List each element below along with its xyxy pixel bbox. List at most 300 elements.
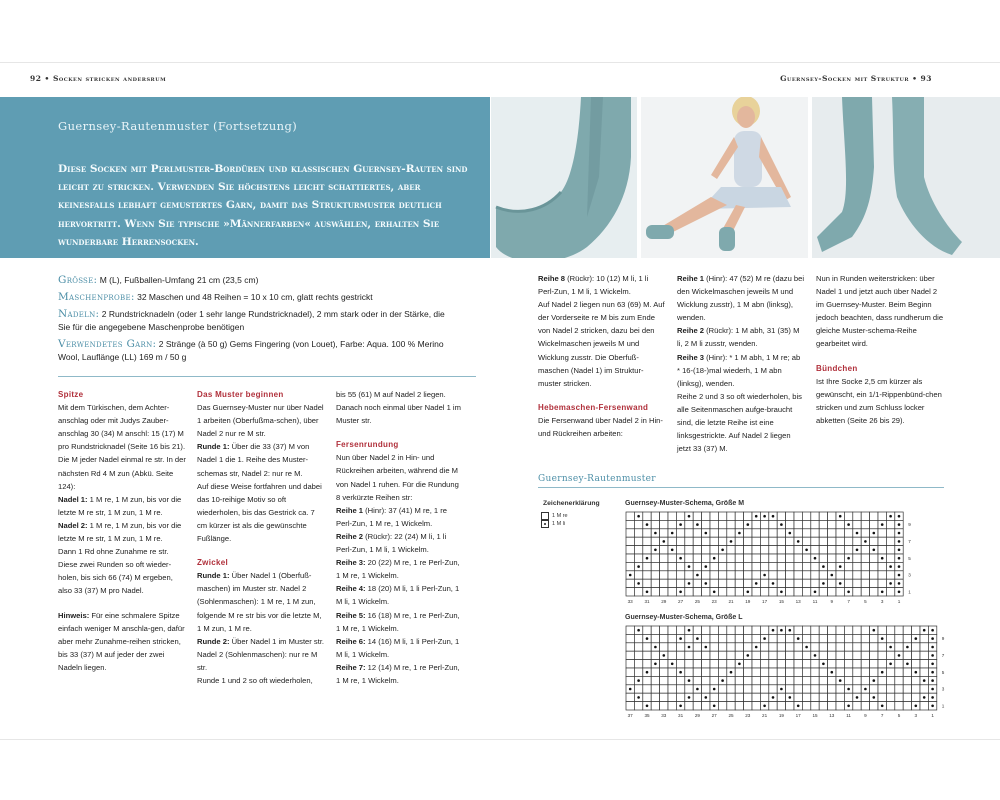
chart-cell <box>676 529 684 537</box>
chart-cell <box>878 643 886 651</box>
chart-cell <box>702 634 710 642</box>
chart-cell <box>626 588 634 596</box>
chart-cell <box>853 512 861 520</box>
chart-purl-dot <box>772 696 775 699</box>
chart-cell <box>651 668 659 676</box>
chart-cell <box>718 588 726 596</box>
chart-cell <box>660 676 668 684</box>
chart-cell <box>886 668 894 676</box>
chart-purl-dot <box>755 515 758 518</box>
chart-cell <box>777 571 785 579</box>
chart-cell <box>828 537 836 545</box>
chart-purl-dot <box>881 523 884 526</box>
chart-cell <box>819 634 827 642</box>
legend <box>541 512 568 528</box>
chart-cell <box>811 512 819 520</box>
chart-cell <box>786 702 794 710</box>
chart-column-label: 23 <box>745 713 751 718</box>
chart-cell <box>811 685 819 693</box>
chart-column-label: 13 <box>829 713 835 718</box>
chart-purl-dot <box>705 696 708 699</box>
chart-purl-dot <box>780 523 783 526</box>
chart-column-label: 29 <box>661 599 667 604</box>
chart-cell <box>668 562 676 570</box>
chart-purl-dot <box>873 549 876 552</box>
chart-cell <box>794 651 802 659</box>
chart-cell <box>844 571 852 579</box>
chart-cell <box>735 537 743 545</box>
chart-cell <box>819 554 827 562</box>
left-divider <box>58 376 476 377</box>
chart-cell <box>693 668 701 676</box>
chart-purl-dot <box>839 515 842 518</box>
chart-cell <box>651 562 659 570</box>
chart-cell <box>769 685 777 693</box>
chart-cell <box>794 512 802 520</box>
chart-cell <box>878 512 886 520</box>
chart-cell <box>744 685 752 693</box>
chart-cell <box>727 626 735 634</box>
chart-cell <box>735 554 743 562</box>
chart-cell <box>853 651 861 659</box>
chart-section-title: Guernsey-Rautenmuster <box>538 474 656 484</box>
chart-purl-dot <box>898 591 901 594</box>
chart-cell <box>895 626 903 634</box>
chart-column-label: 25 <box>728 713 734 718</box>
chart-cell <box>786 643 794 651</box>
chart-cell <box>769 520 777 528</box>
chart-purl-dot <box>822 565 825 568</box>
chart-purl-dot <box>931 663 934 666</box>
chart-cell <box>735 651 743 659</box>
chart-purl-dot <box>923 696 926 699</box>
chart-cell <box>760 693 768 701</box>
chart-cell <box>819 676 827 684</box>
chart-cell <box>794 668 802 676</box>
chart-cell <box>693 537 701 545</box>
chart-cell <box>886 676 894 684</box>
col6-top-text: Nun in Runden weiterstricken: über Nadel 1 und jetzt auch über Nadel 2 im Guernsey-Muster. Beim Beginn jedoch beachten, dass rundherum die gleiche Muster-schema-Reihe gearbeitet wird. <box>816 274 944 349</box>
chart-cell <box>727 562 735 570</box>
chart-cell <box>886 634 894 642</box>
chart-cell <box>626 546 634 554</box>
chart-cell <box>878 537 886 545</box>
chart-purl-dot <box>831 574 834 577</box>
chart-column-label: 17 <box>795 713 801 718</box>
chart-cell <box>828 693 836 701</box>
chart-purl-dot <box>889 515 892 518</box>
chart-column-label: 11 <box>846 713 851 718</box>
chart-cell <box>718 693 726 701</box>
chart-cell <box>895 676 903 684</box>
chart-cell <box>853 702 861 710</box>
chart-purl-dot <box>696 637 699 640</box>
chart-cell <box>744 571 752 579</box>
chart-cell <box>828 520 836 528</box>
chart-cell <box>752 529 760 537</box>
chart-cell <box>634 668 642 676</box>
chart-cell <box>651 579 659 587</box>
hinweis-text: Für eine schmalere Spitze einfach weniger M anschla-gen, dafür aber mehr Zunahme-reihen stricken, bis 33 (37) M auf jeder der zwei Nadeln liegen. <box>58 610 185 672</box>
chart-cell <box>844 660 852 668</box>
chart-cell <box>668 668 676 676</box>
chart-cell <box>744 643 752 651</box>
chart-cell <box>886 554 894 562</box>
column-fersenwand-rows <box>677 272 805 455</box>
chart-cell <box>836 702 844 710</box>
chart-cell <box>744 512 752 520</box>
chart-cell <box>786 512 794 520</box>
chart-cell <box>752 651 760 659</box>
chart-cell <box>693 702 701 710</box>
chart-cell <box>870 571 878 579</box>
chart-cell <box>718 537 726 545</box>
chart-cell <box>752 571 760 579</box>
chart-cell <box>660 693 668 701</box>
chart-cell <box>727 579 735 587</box>
chart-cell <box>702 546 710 554</box>
chart-purl-dot <box>873 532 876 535</box>
chart-cell <box>811 520 819 528</box>
spitze-heading: Spitze <box>58 390 84 399</box>
chart-cell <box>727 571 735 579</box>
hinweis-paragraph <box>58 609 186 674</box>
chart-cell <box>634 685 642 693</box>
spacer <box>336 427 464 438</box>
chart-cell <box>828 562 836 570</box>
chart-purl-dot <box>881 557 884 560</box>
reihe8-label: Reihe 8 <box>538 274 566 283</box>
chart-cell <box>676 537 684 545</box>
chart-cell <box>895 685 903 693</box>
chart-cell <box>685 685 693 693</box>
chart-cell <box>643 626 651 634</box>
chart-purl-dot <box>898 540 901 543</box>
chart-cell <box>886 571 894 579</box>
chart-purl-dot <box>780 629 783 632</box>
chart-cell <box>676 579 684 587</box>
chart-cell <box>760 588 768 596</box>
chart-cell <box>626 562 634 570</box>
chart-cell <box>626 693 634 701</box>
chart-cell <box>836 588 844 596</box>
chart-purl-dot <box>881 591 884 594</box>
chart-cell <box>769 571 777 579</box>
chart-cell <box>769 676 777 684</box>
chart-column-label: 9 <box>830 599 834 604</box>
chart-cell <box>828 643 836 651</box>
chart-cell <box>626 529 634 537</box>
chart-purl-dot <box>654 549 657 552</box>
chart-purl-dot <box>898 565 901 568</box>
chart-cell <box>828 529 836 537</box>
chart-cell <box>685 571 693 579</box>
chart-cell <box>777 702 785 710</box>
chart-cell <box>710 579 718 587</box>
chart-cell <box>727 554 735 562</box>
chart-cell <box>802 512 810 520</box>
spec-groesse <box>58 274 453 287</box>
chart-cell <box>735 546 743 554</box>
chart-cell <box>718 579 726 587</box>
chart-cell <box>744 529 752 537</box>
chart-purl-dot <box>738 663 741 666</box>
chart-cell <box>710 546 718 554</box>
chart-cell <box>702 702 710 710</box>
chart-cell <box>895 693 903 701</box>
chart-cell <box>836 626 844 634</box>
chart-cell <box>727 634 735 642</box>
chart-purl-dot <box>763 574 766 577</box>
chart-cell <box>895 634 903 642</box>
column-hebemaschen <box>538 272 666 440</box>
chart-cell <box>912 660 920 668</box>
chart-cell <box>828 546 836 554</box>
muster-heading: Das Muster beginnen <box>197 390 284 399</box>
chart-cell <box>634 537 642 545</box>
chart-purl-dot <box>814 591 817 594</box>
ferse-row-label: Reihe 4: <box>336 584 366 594</box>
chart-cell <box>794 588 802 596</box>
chart-cell <box>853 571 861 579</box>
chart-purl-dot <box>654 532 657 535</box>
muster-text: Das Guernsey-Muster nur über Nadel 1 arbeiten (Oberfußma-schen), über Nadel 2 nur re M str. <box>197 403 324 439</box>
chart-cell <box>819 529 827 537</box>
chart-cell <box>786 660 794 668</box>
chart-cell <box>668 554 676 562</box>
chart-cell <box>685 520 693 528</box>
chart-cell <box>685 668 693 676</box>
chart-purl-dot <box>646 523 649 526</box>
chart-cell <box>861 643 869 651</box>
chart-cell <box>744 693 752 701</box>
chart-cell <box>643 643 651 651</box>
ferse-row-text: 20 (22) M re, 1 re Perl-Zun, 1 M re, 1 Wickelm. <box>336 558 460 581</box>
chart-cell <box>676 512 684 520</box>
chart-cell <box>853 554 861 562</box>
chart-cell <box>760 520 768 528</box>
chart-cell <box>836 634 844 642</box>
chart-column-label: 27 <box>711 713 717 718</box>
legend-knit-label: 1 M re <box>552 513 568 519</box>
chart-cell <box>643 571 651 579</box>
chart-m-title: Guernsey-Muster-Schema, Größe M <box>625 500 745 507</box>
chart-cell <box>760 554 768 562</box>
chart-cell <box>920 702 928 710</box>
chart-cell <box>819 685 827 693</box>
chart-cell <box>626 660 634 668</box>
legend-purl-symbol <box>541 520 549 528</box>
chart-cell <box>878 676 886 684</box>
chart-cell <box>760 579 768 587</box>
chart-purl-dot <box>839 565 842 568</box>
chart-cell <box>777 537 785 545</box>
chart-cell <box>828 634 836 642</box>
chart-cell <box>811 668 819 676</box>
chart-purl-dot <box>898 557 901 560</box>
chart-column-label: 5 <box>897 713 901 718</box>
chart-cell <box>903 702 911 710</box>
nadel1-text: 1 M re, 1 M zun, bis vor die letzte M re str, 1 M zun, 1 M re. <box>58 494 182 517</box>
chart-purl-dot <box>856 696 859 699</box>
fw-reihe2-label: Reihe 2 <box>677 326 705 336</box>
chart-column-label: 37 <box>627 713 633 718</box>
chart-purl-dot <box>646 637 649 640</box>
chart-cell <box>660 520 668 528</box>
chart-cell <box>752 546 760 554</box>
chart-purl-dot <box>755 582 758 585</box>
photo-socks-worn <box>812 97 1000 258</box>
chart-cell <box>702 676 710 684</box>
chart-cell <box>634 546 642 554</box>
chart-purl-dot <box>797 540 800 543</box>
chart-cell <box>626 668 634 676</box>
spec-groesse-label: Größe: <box>58 274 98 286</box>
chart-purl-dot <box>713 705 716 708</box>
chart-cell <box>660 634 668 642</box>
chart-cell <box>836 554 844 562</box>
chart-cell <box>668 626 676 634</box>
chart-purl-dot <box>898 582 901 585</box>
chart-purl-dot <box>847 557 850 560</box>
photo-woman-sitting <box>641 97 808 258</box>
chart-cell <box>727 643 735 651</box>
chart-cell <box>685 660 693 668</box>
chart-cell <box>668 579 676 587</box>
chart-cell <box>802 660 810 668</box>
chart-cell <box>718 668 726 676</box>
chart-cell <box>802 685 810 693</box>
chart-cell <box>895 702 903 710</box>
chart-cell <box>702 660 710 668</box>
chart-column-label: 19 <box>778 713 784 718</box>
chart-cell <box>819 571 827 579</box>
chart-purl-dot <box>679 671 682 674</box>
chart-cell <box>685 529 693 537</box>
chart-cell <box>819 626 827 634</box>
chart-column-label: 9 <box>864 713 867 718</box>
chart-cell <box>676 660 684 668</box>
chart-cell <box>643 512 651 520</box>
banner-title: Guernsey-Rautenmuster (Fortsetzung) <box>58 119 298 133</box>
chart-purl-dot <box>856 532 859 535</box>
chart-cell <box>727 693 735 701</box>
chart-cell <box>786 588 794 596</box>
chart-cell <box>651 512 659 520</box>
chart-purl-dot <box>931 679 934 682</box>
chart-cell <box>819 651 827 659</box>
chart-cell <box>878 546 886 554</box>
chart-cell <box>769 588 777 596</box>
chart-cell <box>802 537 810 545</box>
chart-cell <box>853 626 861 634</box>
chart-cell <box>786 520 794 528</box>
chart-cell <box>668 520 676 528</box>
chart-column-label: 5 <box>864 599 867 604</box>
chart-purl-dot <box>805 646 808 649</box>
chart-cell <box>685 588 693 596</box>
chart-cell <box>760 668 768 676</box>
fw-reihe2 <box>677 324 805 350</box>
chart-cell <box>878 571 886 579</box>
chart-cell <box>903 626 911 634</box>
chart-cell <box>693 579 701 587</box>
chart-cell <box>802 651 810 659</box>
chart-cell <box>811 676 819 684</box>
chart-cell <box>634 660 642 668</box>
chart-cell <box>853 537 861 545</box>
chart-cell <box>844 537 852 545</box>
hinweis-label: Hinweis: <box>58 610 90 620</box>
chart-cell <box>718 571 726 579</box>
chart-cell <box>769 546 777 554</box>
chart-cell <box>853 660 861 668</box>
photo-sock-closeup <box>491 97 637 258</box>
chart-purl-dot <box>797 705 800 708</box>
chart-purl-dot <box>881 705 884 708</box>
col3-top-text: bis 55 (61) M auf Nadel 2 liegen. Danach noch einmal über Nadel 1 im Muster str. <box>336 390 461 426</box>
chart-cell <box>744 546 752 554</box>
chart-cell <box>660 562 668 570</box>
chart-cell <box>651 554 659 562</box>
chart-cell <box>685 651 693 659</box>
chart-purl-dot <box>679 557 682 560</box>
chart-cell <box>828 554 836 562</box>
chart-cell <box>760 562 768 570</box>
chart-cell <box>752 537 760 545</box>
chart-cell <box>811 579 819 587</box>
chart-cell <box>870 702 878 710</box>
chart-cell <box>811 660 819 668</box>
fw-reihe3-label: Reihe 3 <box>677 352 705 362</box>
chart-cell <box>668 537 676 545</box>
spec-maschenprobe <box>58 291 453 304</box>
chart-purl-dot <box>688 515 691 518</box>
ferse-row-label: Reihe 3: <box>336 558 366 568</box>
chart-cell <box>702 651 710 659</box>
chart-cell <box>752 693 760 701</box>
chart-cell <box>651 626 659 634</box>
chart-purl-dot <box>654 646 657 649</box>
chart-cell <box>702 588 710 596</box>
chart-column-label: 1 <box>897 599 901 604</box>
chart-cell <box>693 626 701 634</box>
chart-purl-dot <box>663 540 666 543</box>
chart-cell <box>676 693 684 701</box>
chart-purl-dot <box>747 654 750 657</box>
chart-cell <box>735 512 743 520</box>
chart-cell <box>886 626 894 634</box>
buendchen-text: Ist Ihre Socke 2,5 cm kürzer als gewünscht, ein 1/1-Rippenbünd-chen stricken und zum Schluss locker abketten (Seite 26 bis 29). <box>816 376 942 425</box>
chart-cell <box>836 651 844 659</box>
muster-runde1 <box>197 440 325 479</box>
chart-cell <box>668 634 676 642</box>
chart-cell <box>752 520 760 528</box>
ferse-row <box>336 582 464 608</box>
chart-cell <box>718 702 726 710</box>
chart-column-label: 25 <box>694 599 700 604</box>
chart-cell <box>693 562 701 570</box>
chart-cell <box>802 529 810 537</box>
spec-maschenprobe-label: Maschenprobe: <box>58 291 135 303</box>
chart-cell <box>777 634 785 642</box>
chart-purl-dot <box>931 654 934 657</box>
ferse-row-label: Reihe 5: <box>336 610 366 620</box>
chart-cell <box>870 643 878 651</box>
chart-cell <box>861 546 869 554</box>
chart-purl-dot <box>915 637 918 640</box>
chart-cell <box>802 676 810 684</box>
